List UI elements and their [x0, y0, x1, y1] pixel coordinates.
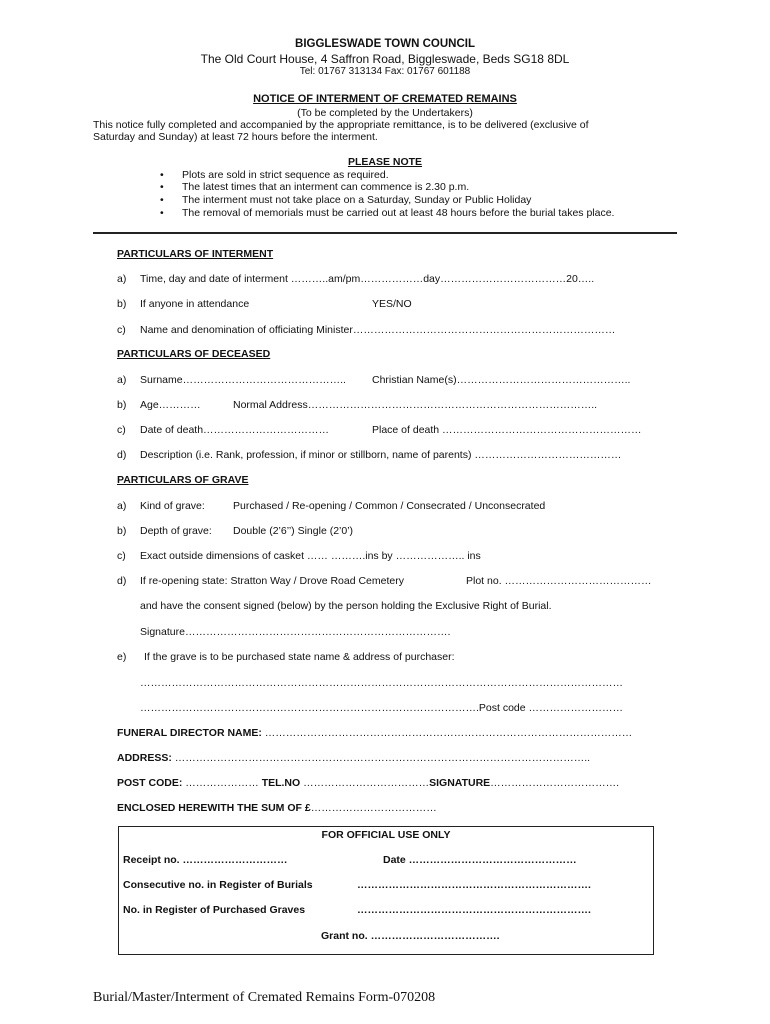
- telno-field[interactable]: ………………………………: [303, 777, 430, 789]
- interment-time-field[interactable]: Time, day and date of interment ………..am/pm………………day………………………………20…..: [140, 273, 595, 285]
- interment-c-label: c): [117, 324, 126, 336]
- notice-subtitle: (To be completed by the Undertakers): [297, 107, 473, 119]
- kind-of-grave-options[interactable]: Purchased / Re-opening / Common / Consecrated / Unconsecrated: [233, 500, 546, 512]
- form-footer-reference: Burial/Master/Interment of Cremated Remains Form-070208: [93, 990, 436, 1005]
- official-use-box: [118, 826, 654, 955]
- note-bullet: • Plots are sold in strict sequence as required.: [160, 169, 389, 181]
- enclosed-sum-row: [117, 802, 437, 814]
- postcode-field[interactable]: …………………: [185, 777, 259, 789]
- address-field[interactable]: ………………………………………………………………………………………………………..: [174, 752, 591, 764]
- funeral-director-row: [117, 727, 632, 739]
- place-of-death-field[interactable]: Place of death …………………………………………………: [372, 424, 642, 436]
- council-name: BIGGLESWADE TOWN COUNCIL: [295, 38, 475, 50]
- bullet-icon: •: [160, 207, 164, 219]
- description-field[interactable]: Description (i.e. Rank, profession, if minor or stillborn, name of parents) ……………………………………: [140, 449, 622, 461]
- notice-title: NOTICE OF INTERMENT OF CREMATED REMAINS: [253, 93, 517, 105]
- purchaser-address-field[interactable]: …………………………………………………………………………………………………………………………: [140, 677, 623, 689]
- enclosed-sum-label: ENCLOSED HEREWITH THE SUM OF £: [117, 802, 311, 814]
- interment-b-label: b): [117, 298, 127, 310]
- address-row: [117, 752, 590, 764]
- consent-text: and have the consent signed (below) by the person holding the Exclusive Right of Burial.: [140, 600, 552, 612]
- deceased-a-label: a): [117, 374, 127, 386]
- grave-c-label: c): [117, 550, 126, 562]
- purchased-graves-no-field[interactable]: ………………………………………………………….: [357, 904, 591, 916]
- funeral-director-field[interactable]: ……………………………………………………………………………………………: [264, 727, 633, 739]
- depth-of-grave-options[interactable]: Double (2’6’’) Single (2’0’): [233, 525, 354, 537]
- deceased-d-label: d): [117, 449, 127, 461]
- depth-of-grave-label: Depth of grave:: [140, 525, 212, 537]
- notice-intro-line2: Saturday and Sunday) at least 72 hours before the interment.: [93, 131, 378, 143]
- casket-dimensions-field[interactable]: Exact outside dimensions of casket …… ……….ins by ……………….. ins: [140, 550, 481, 562]
- kind-of-grave-label: Kind of grave:: [140, 500, 205, 512]
- bullet-icon: •: [160, 181, 164, 193]
- official-use-heading: FOR OFFICIAL USE ONLY: [321, 829, 451, 841]
- section-divider: [93, 232, 677, 234]
- funeral-signature-field[interactable]: ……………………………….: [490, 777, 620, 789]
- grave-a-label: a): [117, 500, 127, 512]
- funeral-signature-label: SIGNATURE: [429, 777, 491, 789]
- purchaser-postcode-field[interactable]: …………………………………………………………………………………….Post code ………………………: [140, 702, 624, 714]
- note-bullet: • The latest times that an interment can commence is 2.30 p.m.: [160, 181, 470, 193]
- bullet-icon: •: [160, 194, 164, 206]
- council-address: The Old Court House, 4 Saffron Road, Biggleswade, Beds SG18 8DL: [200, 52, 570, 66]
- attendance-yes-no[interactable]: YES/NO: [372, 298, 412, 310]
- attendance-label: If anyone in attendance: [140, 298, 250, 310]
- grave-d-label: d): [117, 575, 127, 587]
- purchased-graves-no-label: No. in Register of Purchased Graves: [123, 904, 306, 916]
- notice-intro-line1: This notice fully completed and accompanied by the appropriate remittance, is to be delivered (exclusive of: [93, 119, 589, 131]
- official-date-field[interactable]: Date …………………………………………: [383, 854, 577, 866]
- bullet-icon: •: [160, 169, 164, 181]
- deceased-heading: PARTICULARS OF DECEASED: [117, 348, 271, 360]
- purchaser-label: If the grave is to be purchased state name & address of purchaser:: [144, 651, 455, 663]
- reopening-cemetery-options[interactable]: If re-opening state: Stratton Way / Drove Road Cemetery: [140, 575, 404, 587]
- grave-e-label: e): [117, 651, 127, 663]
- deceased-b-label: b): [117, 399, 127, 411]
- interment-heading: PARTICULARS OF INTERMENT: [117, 248, 274, 260]
- grave-b-label: b): [117, 525, 127, 537]
- please-note-heading: PLEASE NOTE: [347, 156, 423, 168]
- christian-name-field[interactable]: Christian Name(s)…………………………………………..: [372, 374, 631, 386]
- signature-field[interactable]: Signature………………………………………………………………….: [140, 626, 451, 638]
- funeral-director-label: FUNERAL DIRECTOR NAME:: [117, 727, 262, 739]
- deceased-c-label: c): [117, 424, 126, 436]
- grant-no-field[interactable]: Grant no. ……………………………….: [321, 930, 500, 942]
- date-of-death-field[interactable]: Date of death………………………………: [140, 424, 330, 436]
- enclosed-sum-field[interactable]: ………………………………: [310, 802, 437, 814]
- consecutive-no-field[interactable]: ………………………………………………………….: [357, 879, 591, 891]
- address-label: ADDRESS:: [117, 752, 172, 764]
- consecutive-no-label: Consecutive no. in Register of Burials: [123, 879, 313, 891]
- postcode-label: POST CODE:: [117, 777, 183, 789]
- interment-a-label: a): [117, 273, 127, 285]
- telno-label: TEL.NO: [261, 777, 301, 789]
- plot-no-field[interactable]: Plot no. ……………………………………: [466, 575, 652, 587]
- normal-address-field[interactable]: Normal Address………………………………………………………………………..: [233, 399, 598, 411]
- grave-heading: PARTICULARS OF GRAVE: [117, 474, 249, 486]
- note-bullet: • The interment must not take place on a Saturday, Sunday or Public Holiday: [160, 194, 532, 206]
- council-contact: Tel: 01767 313134 Fax: 01767 601188: [299, 66, 471, 77]
- postcode-tel-signature-row: [117, 777, 619, 789]
- note-bullet: • The removal of memorials must be carried out at least 48 hours before the burial takes place.: [160, 207, 615, 219]
- surname-field[interactable]: Surname………………………………………..: [140, 374, 346, 386]
- age-field[interactable]: Age…………: [140, 399, 201, 411]
- receipt-no-field[interactable]: Receipt no. …………………………: [123, 854, 288, 866]
- minister-field[interactable]: Name and denomination of officiating Minister…………………………………………………………………: [140, 324, 616, 336]
